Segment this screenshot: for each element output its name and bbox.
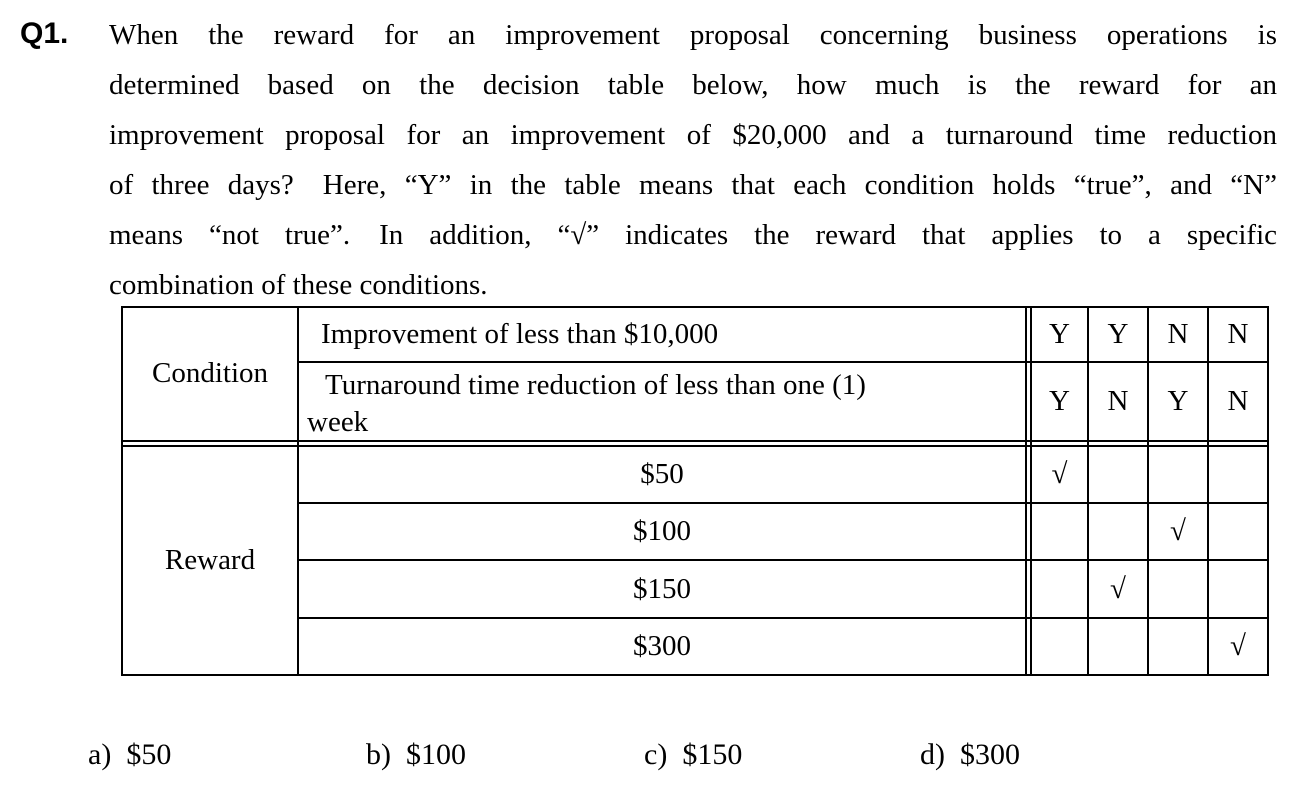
condition-entry: Y — [1167, 385, 1189, 417]
question-number: Q1. — [20, 17, 69, 50]
question-line: determined based on the decision table below, how much is the reward for an — [109, 69, 1277, 101]
question-line: improvement proposal for an improvement of $20,000 and a turnaround time reduction — [109, 119, 1277, 151]
condition-entry: N — [1227, 385, 1249, 417]
reward-check-mark — [1149, 561, 1207, 617]
answer-choices — [0, 730, 1298, 780]
choice-letter: d) — [920, 738, 945, 771]
reward-amount: $50 — [640, 458, 684, 490]
choice-letter: b) — [366, 738, 391, 771]
question-line: When the reward for an improvement proposal concerning business operations is — [109, 19, 1277, 51]
condition-entry: Y — [1049, 318, 1070, 350]
reward-check-mark — [1209, 447, 1267, 502]
condition-label: Condition — [151, 356, 268, 389]
condition-entry: Y — [1049, 385, 1070, 417]
choice-value: $150 — [682, 738, 743, 771]
question-line: of three days? Here, “Y” in the table means that each condition holds “true”, and “N” — [109, 169, 1277, 201]
reward-amount: $150 — [633, 572, 691, 605]
section-double-rule — [123, 440, 1269, 442]
choice-value: $100 — [406, 738, 466, 771]
choice-letter: c) — [644, 738, 668, 771]
reward-check-mark — [1089, 504, 1147, 559]
reward-check-mark — [1209, 561, 1267, 617]
question-line: combination of these conditions. — [109, 269, 488, 301]
table-border-right — [1267, 306, 1269, 676]
reward-check-mark — [1032, 504, 1087, 559]
condition-entry: N — [1107, 385, 1129, 417]
condition-text: Improvement of less than $10,000 — [321, 318, 719, 350]
question-text — [109, 10, 1277, 310]
condition-entry: N — [1167, 318, 1189, 350]
choice-d[interactable] — [920, 730, 1020, 780]
condition-text: Turnaround time reduction of less than one (1) — [325, 369, 866, 401]
choice-a[interactable] — [88, 730, 171, 780]
choice-value: $50 — [126, 738, 172, 771]
stub-double-rule — [1025, 306, 1027, 676]
choice-b[interactable] — [366, 730, 466, 780]
reward-check-mark — [1032, 561, 1087, 617]
reward-check-mark — [1149, 447, 1207, 502]
reward-amount: $100 — [633, 515, 691, 547]
choice-value: $300 — [960, 738, 1020, 771]
reward-amount: $300 — [633, 630, 691, 662]
reward-check-mark: √ — [1230, 630, 1246, 662]
decision-table — [121, 306, 1269, 676]
table-border-bottom — [121, 674, 1269, 676]
question-line: means “not true”. In addition, “√” indicates the reward that applies to a specific — [109, 219, 1277, 251]
condition-entry: Y — [1107, 318, 1129, 350]
condition-entry: N — [1227, 318, 1249, 350]
reward-check-mark: √ — [1110, 572, 1126, 605]
condition-text-continuation: week — [307, 406, 369, 438]
reward-check-mark — [1089, 447, 1147, 502]
reward-label: Reward — [164, 544, 256, 576]
choice-c[interactable] — [644, 730, 742, 780]
reward-check-mark — [1032, 619, 1087, 674]
choice-letter: a) — [88, 738, 112, 771]
reward-check-mark: √ — [1170, 515, 1186, 547]
reward-check-mark — [1089, 619, 1147, 674]
reward-check-mark — [1149, 619, 1207, 674]
reward-check-mark — [1209, 504, 1267, 559]
reward-check-mark: √ — [1051, 458, 1068, 490]
